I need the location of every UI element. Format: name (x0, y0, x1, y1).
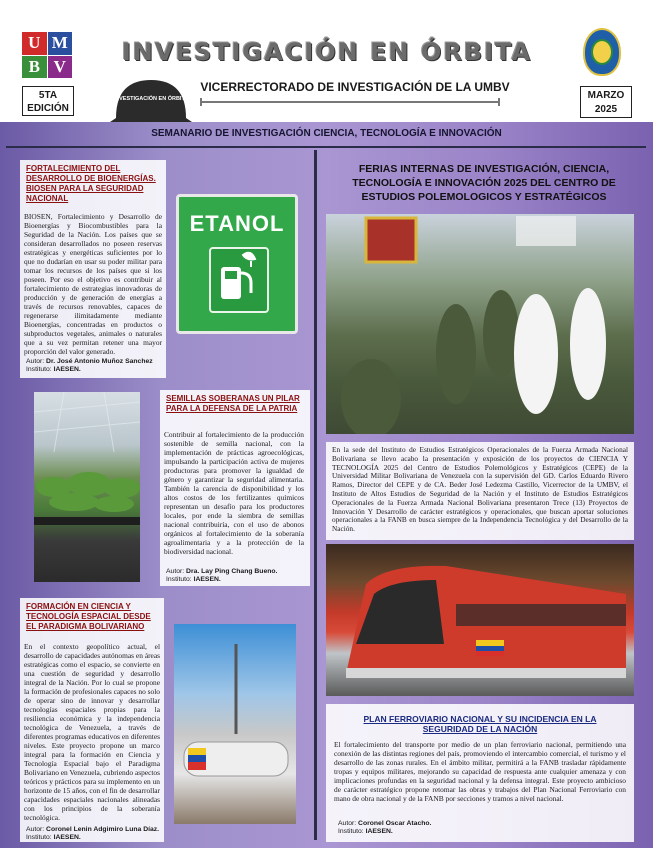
fuel-pump-icon (209, 247, 269, 313)
seminar-title: SEMANARIO DE INVESTIGACIÓN CIENCIA, TECNOLOGÍA E INNOVACIÓN (151, 128, 502, 139)
page-header (0, 0, 653, 122)
edition-label: EDICIÓN (27, 103, 69, 114)
edition-badge (22, 86, 74, 116)
institute-name: IAESEN. (193, 576, 221, 583)
author-name: Dra. Lay Ping Chang Bueno. (186, 568, 278, 575)
edition-number: 5TA (38, 90, 58, 101)
etanol-label: ETANOL (189, 211, 285, 236)
logo-letter-v: V (48, 56, 73, 79)
article-author-espacial (26, 826, 166, 842)
institute-name: IAESEN. (53, 834, 81, 841)
article-author-semillas (166, 568, 306, 584)
date-badge (580, 86, 632, 118)
article-body-ferroviario: El fortalecimiento del transporte por medio de un plan ferroviario nacional, permitiendo una conexión de las distintas regiones del país, promoviendo el intercambio comercial, el turismo y el desarrollo de las zonas rurales. En el ámbito militar, permitirá a la FANB trasladar rápidamente tropas y equipos militares, mejorando su capacidad de respuesta ante cualquier amenaza y con implicaciones profundas en la seguridad nacional y la defensa integral. Este proyecto ambicioso de carácter estratégico propone retomar las obras y trabajos del Plan Nacional Ferroviario con mano de obra nacional y de la FANB por secciones y tramos a nivel nacional. (334, 740, 626, 803)
institution-emblem-icon (583, 28, 621, 76)
institute-label: Instituto: (338, 828, 364, 835)
author-label: Autor: (338, 820, 357, 827)
author-name: Coronel Oscar Atacho. (358, 820, 432, 827)
date-year: 2025 (594, 104, 618, 115)
logo-letter-b: B (22, 56, 47, 79)
author-label: Autor: (26, 358, 45, 365)
article-title-semillas: SEMILLAS SOBERANAS UN PILAR PARA LA DEFENSA DE LA PATRIA (166, 394, 300, 413)
author-name: Coronel Lenin Adgimiro Luna Díaz. (46, 826, 160, 833)
institute-name: IAESEN. (365, 828, 393, 835)
greenhouse-photo (34, 392, 140, 582)
vertical-divider (314, 150, 317, 840)
newsletter-title: INVESTIGACIÓN EN ÓRBITA (121, 38, 533, 66)
article-title-ferias: FERIAS INTERNAS DE INVESTIGACIÓN, CIENCIA, TECNOLOGÍA E INNOVACIÓN 2025 DEL CENTRO DE ESTUDIOS POLEMOLOGICOS Y ESTRATÉGICOS (352, 163, 616, 203)
logo-letter-u: U (22, 32, 47, 55)
umbv-logo (22, 32, 72, 78)
emblem-center (591, 39, 613, 65)
author-label: Autor: (26, 826, 45, 833)
date-month: MARZO (587, 90, 625, 101)
header-subtitle: VICERRECTORADO DE INVESTIGACIÓN DE LA UMBV (200, 80, 510, 94)
article-title-ferroviario: PLAN FERROVIARIO NACIONAL Y SU INCIDENCIA EN LA SEGURIDAD DE LA NACIÓN (363, 714, 597, 734)
article-body-semillas: Contribuir al fortalecimiento de la producción sostenible de semilla nacional, con la implementación de prácticas agroecológicas, impulsando la participación activa de mujeres productoras para promover la igualdad de género y garantizar la seguridad alimentaria. También la carencia de disponibilidad y los altos costos de los fertilizantes químicos representan un desafío para los productores locales, por ende la siembra de semillas nacional contribuiría, con el uso de abonos orgánicos al fortalecimiento de la soberanía agroalimentaria y a la protección de la biodiversidad nacional. (164, 430, 304, 556)
article-author-bioenergias (26, 358, 166, 374)
institute-label: Instituto: (26, 366, 52, 373)
article-body-espacial: En el contexto geopolítico actual, el desarrollo de capacidades autónomas en áreas estratégicas como el espacio, se convierte en una cuestión de seguridad y desarrollo integral de la Nación. Por lo cual se propone la formación de profesionales capaces no solo de operar sino de innovar y desarrollar tecnologías espaciales propias para la resiliencia económica y la independencia tecnológica de Venezuela, a través de diferentes programas educativos en diferentes niveles. Este proyecto propone un marco integral para la formación en Ciencia y Tecnología Espacial bajo el Paradigma Bolivariano en Venezuela, cubriendo aspectos teóricos y prácticos para su implemento en un horizonte de 15 años, con el fin de desarrollar capacidades espaciales nacionales alineadas con los principios de la soberanía tecnológica. (24, 642, 160, 822)
author-name: Dr. José Antonio Muñoz Sanchez (46, 358, 153, 365)
helmet-logo-text: INVESTIGACIÓN EN ÓRBITA (113, 96, 189, 102)
train-photo (326, 544, 634, 696)
horizontal-divider (6, 146, 646, 148)
institute-label: Instituto: (166, 576, 192, 583)
article-body-ferias: En la sede del Instituto de Estudios Estratégicos Operacionales de la Fuerza Armada Nacional Bolivariana se llevo acabo la presentación y exposición de los proyectos de CIENCIA Y TECNOLOGÍA 2025 del Centro de Estudios Polemológicos y Estratégicos (CEPE) de la Universidad Militar Bolivariana de Venezuela con la supervisión del GD. Carlos Eduardo Rivero Ramos, Director del CEPE y de CA. Beder José Ledezma Castillo, Vicerrector de la UMBV, el Instituto de Altos Estudios de Seguridad de la Nación y el Instituto de Estudios Estratégicos Operacionales de la Fuerza Armada Nacional Bolivariana presentaron Trece (13) Proyectos de Innovación Y Desarrollo de carácter estratégicos y operacionales, que buscan aportar soluciones operacionales a la FANB en busca siempre de la Independencia Tecnológica y del Desarrollo de la Nación. (332, 446, 628, 534)
article-body-bioenergias: BIOSEN, Fortalecimiento y Desarrollo de Bioenergías y Biocombustibles para la Seguridad de la Nación. Los países que se consideran desarrollados no poseen reservas estratégicas y energéticas suficientes por lo que no dudarían en usar su poder militar para tomar los recursos de los países que si los poseen. Por eso el objetivo es contribuir al fortalecimiento de estrategias innovadoras de producción y de generación de energías a través de recursos renovables, capaces de regenerarse ilimitadamente mediante Bioenergías, concentradas en productos o subproductos vegetales, animales o naturales que a su vez permitan retener una mayor proporción del valor generado. (24, 212, 162, 356)
institute-name: IAESEN. (53, 366, 81, 373)
author-label: Autor: (166, 568, 185, 575)
etanol-image (176, 194, 298, 334)
military-event-photo (326, 214, 634, 434)
space-rocket-photo (174, 624, 296, 824)
decorative-rule (200, 101, 500, 103)
article-title-espacial: FORMACIÓN EN CIENCIA Y TECNOLOGÍA ESPACIAL DESDE EL PARADIGMA BOLIVARIANO (26, 602, 151, 631)
institute-label: Instituto: (26, 834, 52, 841)
article-author-ferroviario (338, 820, 538, 836)
logo-letter-m: M (48, 32, 73, 55)
article-title-bioenergias: FORTALECIMIENTO DEL DESARROLLO DE BIOENERGÍAS. BIOSEN PARA LA SEGURIDAD NACIONAL (26, 164, 156, 203)
